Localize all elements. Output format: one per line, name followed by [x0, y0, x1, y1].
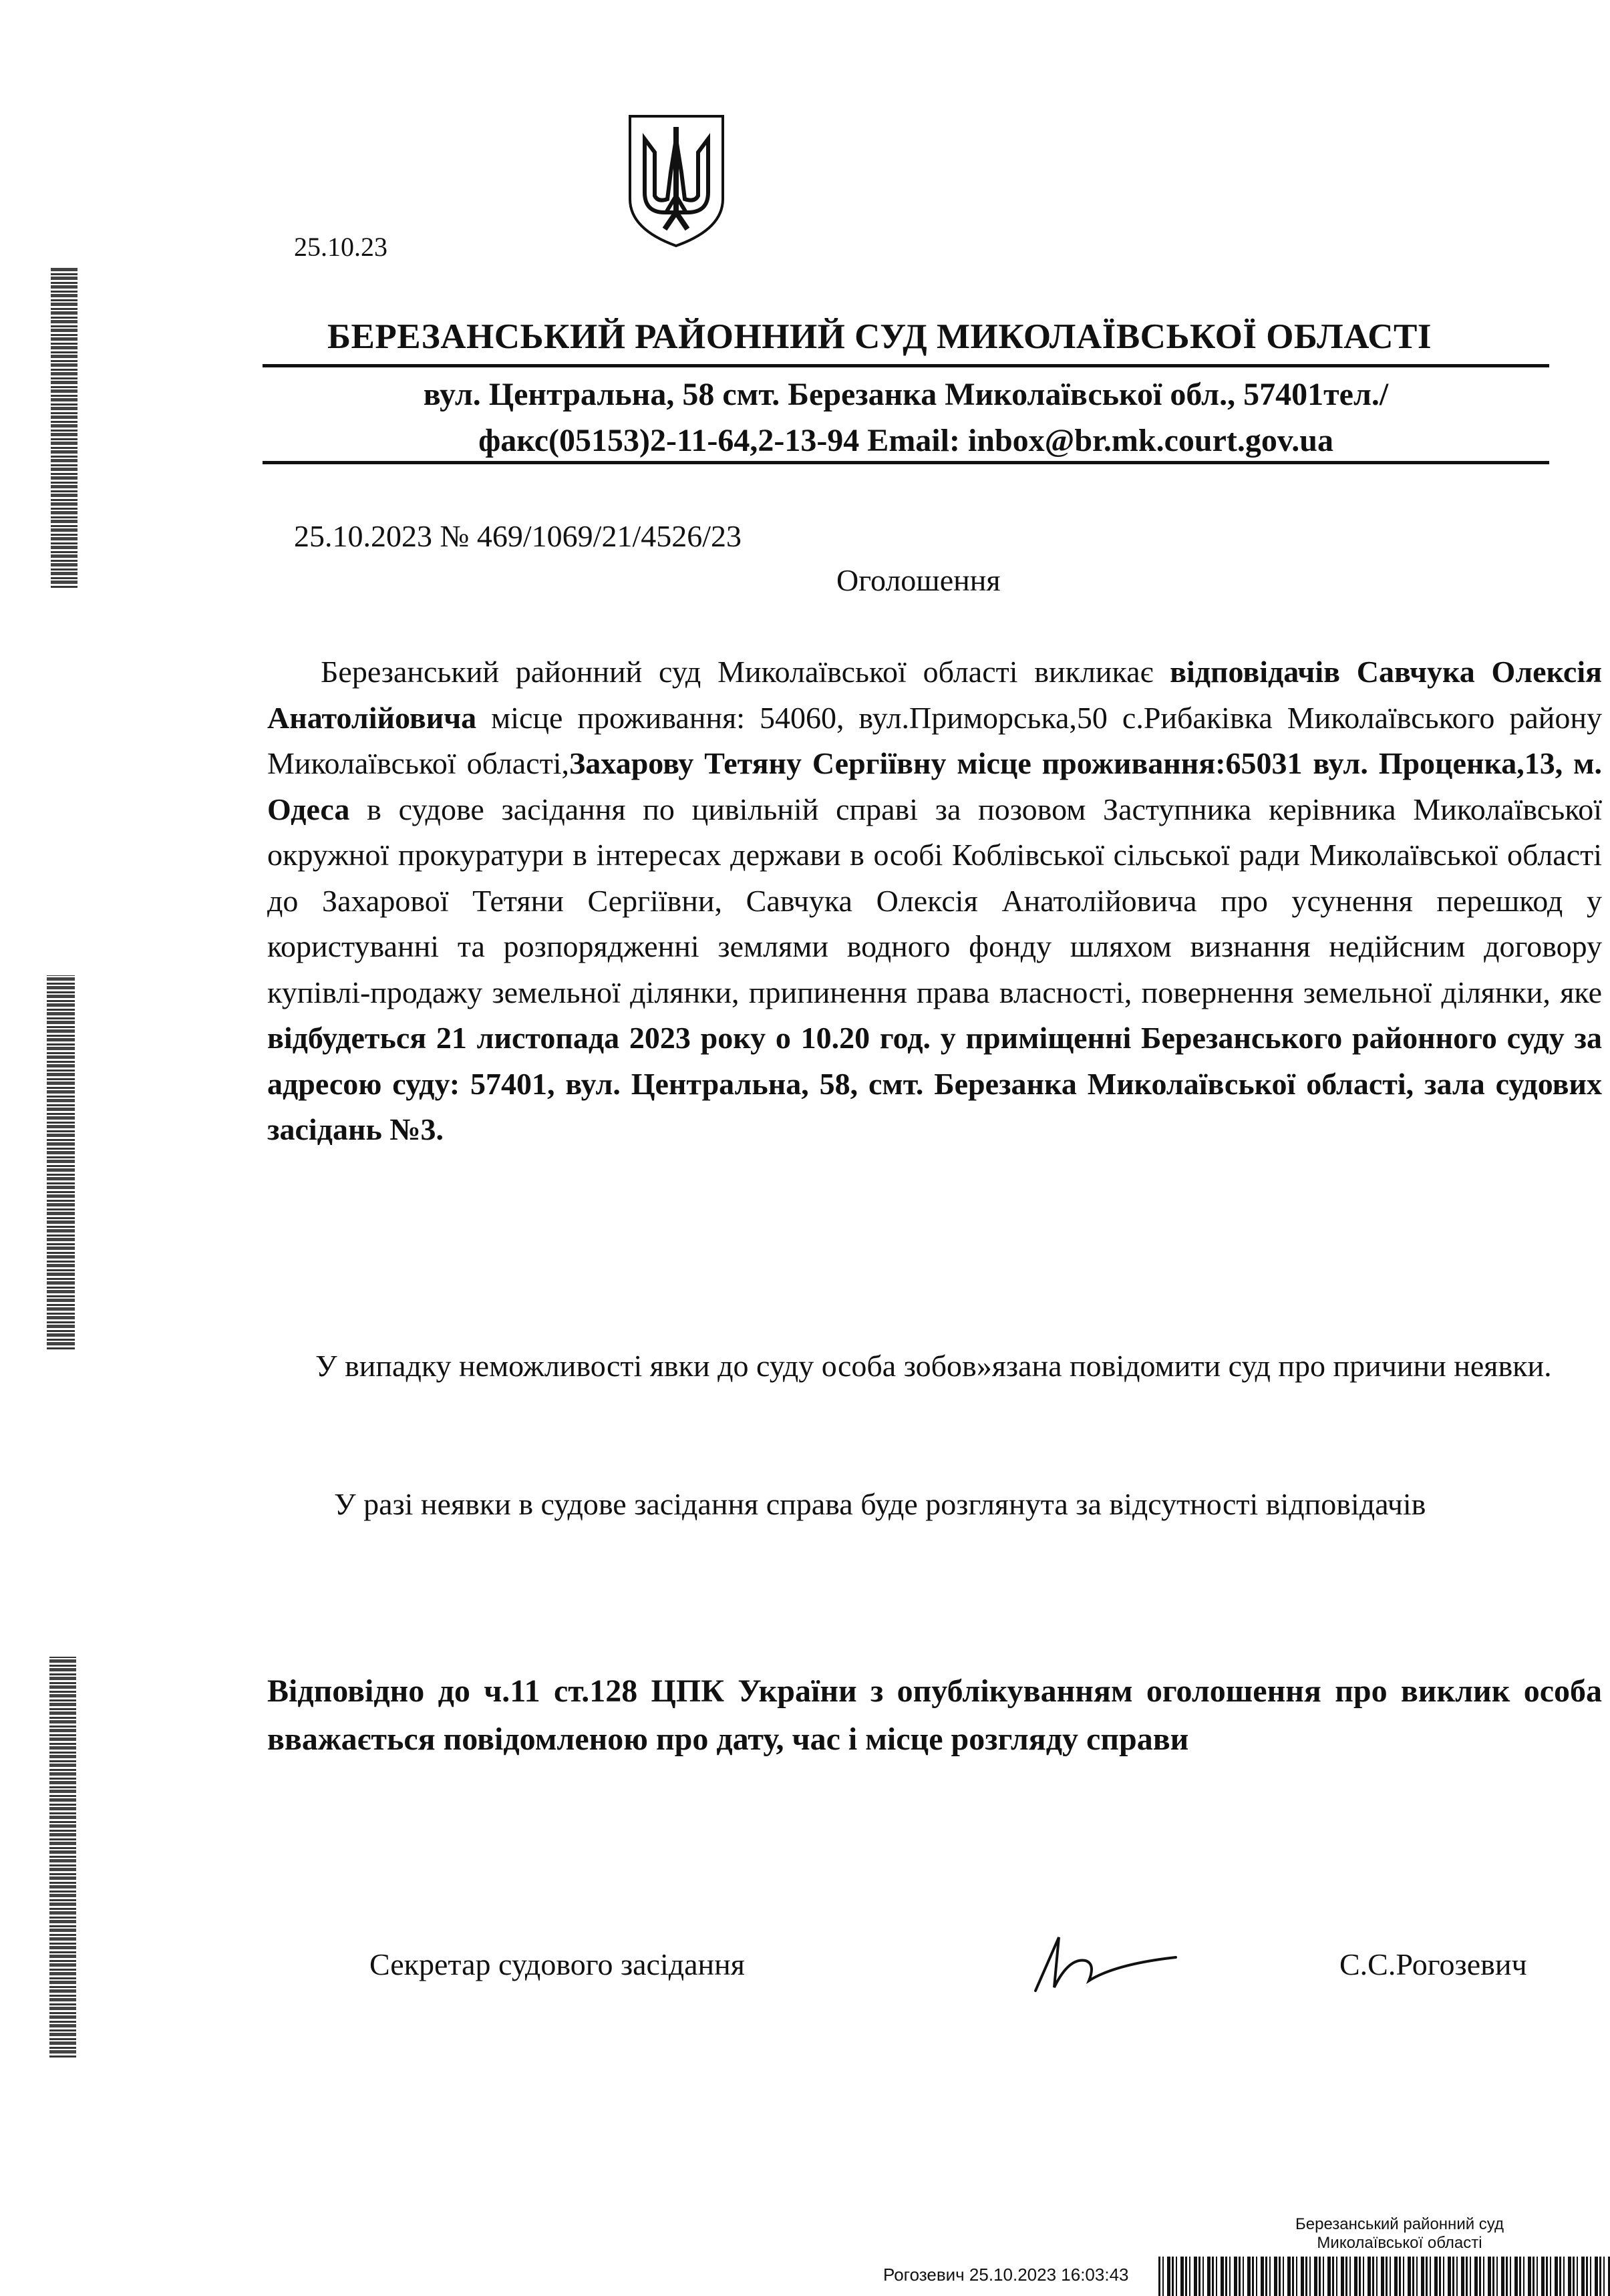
coat-of-arms-icon	[625, 112, 728, 249]
document-heading: Оголошення	[836, 563, 1001, 597]
text-run: в судове засідання по цивільній справі за позовом Заступника керівника Миколаївської окружної прокуратури в інтересах держави в особі Коблівської сільської ради Миколаївської області до Захарової Тетяни Сергіївни, Савчука Олексія Анатолійовича про усунення перешкод у користуванні та розпорядженні землями водного фонду шляхом визнання недійсним договору купівлі-продажу земельної ділянки, припинення права власності, повернення земельної ділянки, яке	[267, 792, 1602, 1009]
text-run-bold: відповідачів Савчука Олексія Анатолійовича	[267, 655, 1603, 735]
handwritten-signature	[1022, 1924, 1189, 2004]
footer-court-line-1: Березанський районний суд	[1295, 2215, 1504, 2233]
electronic-signature-stamp: Рогозевич 25.10.2023 16:03:43	[883, 2265, 1129, 2285]
absence-notice-paragraph: У випадку неможливості явки до суду особа зобов»язана повідомити суд про причини неявки.	[315, 1349, 1552, 1383]
footer-court-line-2: Миколаївської області	[1317, 2234, 1482, 2252]
text-run-bold: відбудеться 21 листопада 2023 року о 10.20 год. у приміщенні Березанського районного суду за адресою суду: 57401, вул. Центральна, 58, смт. Березанка Миколаївської області, зала судових засідань №3.	[267, 1021, 1602, 1146]
scan-artifact	[49, 1657, 76, 2058]
non-appearance-paragraph: У разі неявки в судове засідання справа буде розглянута за відсутності відповідачів	[334, 1487, 1426, 1521]
scan-artifact	[47, 975, 75, 1349]
header-divider	[263, 461, 1549, 464]
received-date: 25.10.23	[294, 232, 387, 262]
scan-artifact	[51, 267, 77, 588]
text-run: місце проживання: 54060, вул.Приморська,50 с.Рибаківка Миколаївського району Миколаївської області,	[267, 700, 1602, 780]
court-title: БЕРЕЗАНСЬКИЙ РАЙОННИЙ СУД МИКОЛАЇВСЬКОЇ ОБЛАСТІ	[327, 317, 1432, 356]
announcement-paragraph	[267, 649, 1602, 1153]
address-line-2: факс(05153)2-11-64,2-13-94 Email: inbox@br.mk.court.gov.ua	[478, 423, 1333, 458]
footer-court-name	[1273, 2215, 1526, 2253]
document-reference: 25.10.2023 № 469/1069/21/4526/23	[294, 519, 742, 553]
court-address	[263, 371, 1549, 464]
legal-basis-paragraph: Відповідно до ч.11 ст.128 ЦПК України з опублікуванням оголошення про виклик особа вважається повідомленою про дату, час і місце розгляду справи	[267, 1673, 1602, 1757]
address-line-1: вул. Центральна, 58 смт. Березанка Миколаївської обл., 57401тел./	[423, 377, 1389, 412]
header-divider	[263, 364, 1549, 367]
text-run-bold: Захарову Тетяну Сергіївну місце проживання:65031 вул. Проценка,13, м. Одеса	[267, 746, 1602, 826]
signer-name: С.С.Рогозевич	[1339, 1947, 1527, 1981]
signer-role: Секретар судового засідання	[369, 1947, 745, 1981]
text-run: Березанський районний суд Миколаївської області викликає	[321, 655, 1170, 689]
barcode	[1158, 2257, 1610, 2296]
